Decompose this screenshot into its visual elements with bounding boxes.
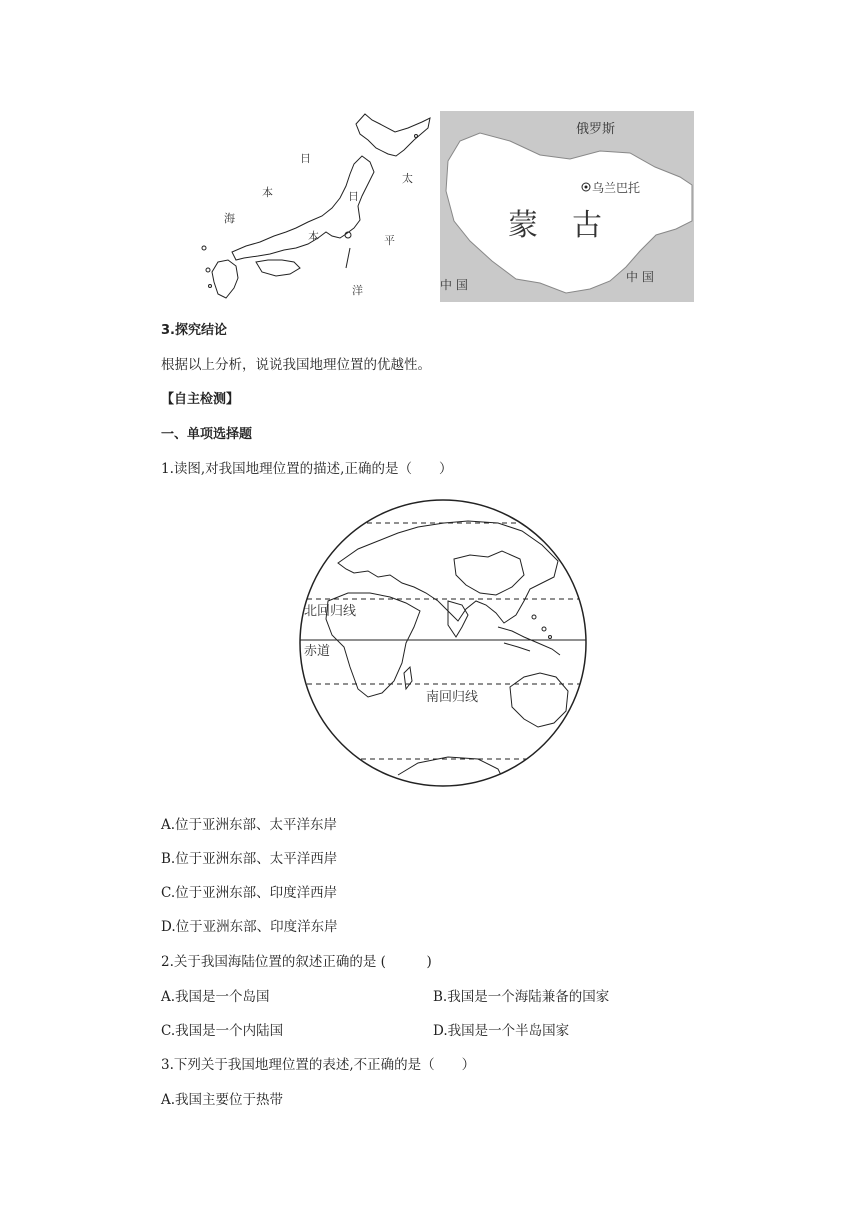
- japan-label-ben-2: 本: [308, 230, 319, 243]
- japan-map: [200, 110, 440, 305]
- section-prompt: 根据以上分析，说说我国地理位置的优越性。: [161, 357, 431, 373]
- question-1-option-a: A.位于亚洲东部、太平洋东岸: [161, 817, 338, 833]
- mongolia-label-china-east: 中 国: [626, 270, 654, 284]
- japan-label-ri-1: 日: [300, 152, 311, 165]
- japan-label-hai: 海: [224, 212, 235, 225]
- self-test-subheading: 一、单项选择题: [161, 427, 253, 442]
- question-3-stem: 3.下列关于我国地理位置的表述,不正确的是（ ）: [161, 1057, 476, 1073]
- question-2-stem: 2.关于我国海陆位置的叙述正确的是 ( ): [161, 954, 432, 970]
- self-test-heading: 【自主检测】: [161, 392, 240, 407]
- mongolia-label-meng: 蒙: [508, 208, 538, 243]
- question-1-option-b: B.位于亚洲东部、太平洋西岸: [161, 851, 338, 867]
- question-2-option-b: B.我国是一个海陆兼备的国家: [433, 989, 610, 1005]
- globe-label-equator: 赤道: [304, 644, 331, 659]
- mongolia-map: [440, 111, 694, 302]
- japan-label-tai: 太: [402, 172, 413, 185]
- japan-label-ben-1: 本: [262, 186, 273, 199]
- question-3-option-a: A.我国主要位于热带: [161, 1092, 284, 1108]
- question-2-option-a: A.我国是一个岛国: [161, 989, 270, 1005]
- mongolia-label-gu: 古: [572, 208, 602, 243]
- japan-label-ping: 平: [384, 234, 395, 247]
- question-1-option-d: D.位于亚洲东部、印度洋东岸: [161, 919, 338, 935]
- question-2-option-c: C.我国是一个内陆国: [161, 1023, 284, 1039]
- section-heading: 3.探究结论: [161, 323, 227, 338]
- japan-label-ri-2: 日: [348, 190, 359, 203]
- japan-label-yang: 洋: [352, 284, 363, 297]
- globe-label-tropic-cancer: 北回归线: [304, 604, 357, 619]
- question-1-option-c: C.位于亚洲东部、印度洋西岸: [161, 885, 338, 901]
- mongolia-label-ulaanbaatar: 乌兰巴托: [592, 181, 641, 195]
- question-2-option-d: D.我国是一个半岛国家: [433, 1023, 570, 1039]
- mongolia-label-russia: 俄罗斯: [576, 122, 616, 137]
- question-1-stem: 1.读图,对我国地理位置的描述,正确的是（ ）: [161, 461, 453, 477]
- globe-map: [298, 497, 588, 789]
- mongolia-label-china-west: 中 国: [440, 278, 468, 292]
- globe-label-tropic-capricorn: 南回归线: [426, 690, 479, 705]
